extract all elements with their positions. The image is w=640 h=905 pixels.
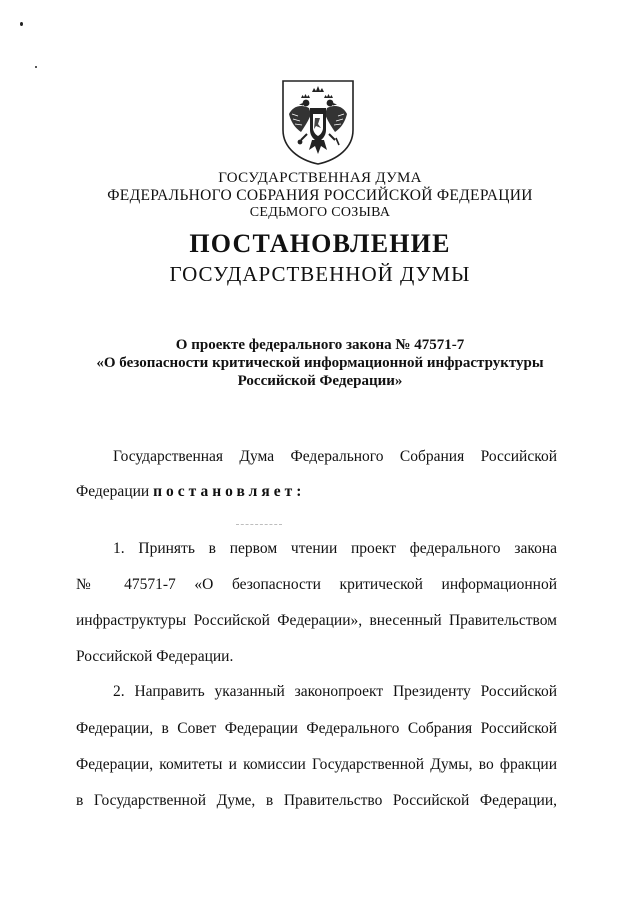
coat-of-arms-emblem [279, 78, 357, 166]
preamble-line-1: Государственная Дума Федерального Собрания Российской [113, 448, 557, 465]
paragraph-1-line-1: 1. Принять в первом чтении проект федерального закона [113, 540, 557, 557]
paragraph-1-line-2: № 47571-7 «О безопасности критической информационной [76, 576, 557, 593]
paragraph-2-line-4: в Государственной Думе, в Правительство Российской Федерации, [76, 792, 557, 809]
org-name-line-2: ФЕДЕРАЛЬНОГО СОБРАНИЯ РОССИЙСКОЙ ФЕДЕРАЦИИ [107, 187, 533, 204]
paragraph-2-line-2: Федерации, в Совет Федерации Федерального Собрания Российской [76, 720, 557, 737]
paragraph-2-line-1: 2. Направить указанный законопроект Президенту Российской [113, 683, 557, 700]
convocation-line: СЕДЬМОГО СОЗЫВА [249, 205, 391, 220]
preamble-line-2 [76, 482, 557, 502]
document-title: ПОСТАНОВЛЕНИЕ [189, 229, 451, 258]
paragraph-2-line-3: Федерации, комитеты и комиссии Государственной Думы, во фракции [76, 756, 557, 773]
operative-verb: постановляет: [153, 483, 306, 500]
paragraph-1-line-4: Российской Федерации. [76, 648, 234, 665]
org-name-line-1: ГОСУДАРСТВЕННАЯ ДУМА [218, 170, 422, 186]
subject-line-3: Российской Федерации» [237, 373, 403, 389]
scan-speck [20, 22, 23, 26]
document-subtitle: ГОСУДАРСТВЕННОЙ ДУМЫ [169, 262, 471, 286]
subject-line-1: О проекте федерального закона № 47571-7 [175, 337, 465, 353]
scan-mark [236, 524, 282, 526]
scan-speck [35, 66, 37, 68]
paragraph-1-line-3: инфраструктуры Российской Федерации», внесенный Правительством [76, 612, 557, 629]
subject-line-2: «О безопасности критической информационной инфраструктуры [96, 355, 544, 371]
preamble-prefix: Федерации [76, 483, 150, 500]
